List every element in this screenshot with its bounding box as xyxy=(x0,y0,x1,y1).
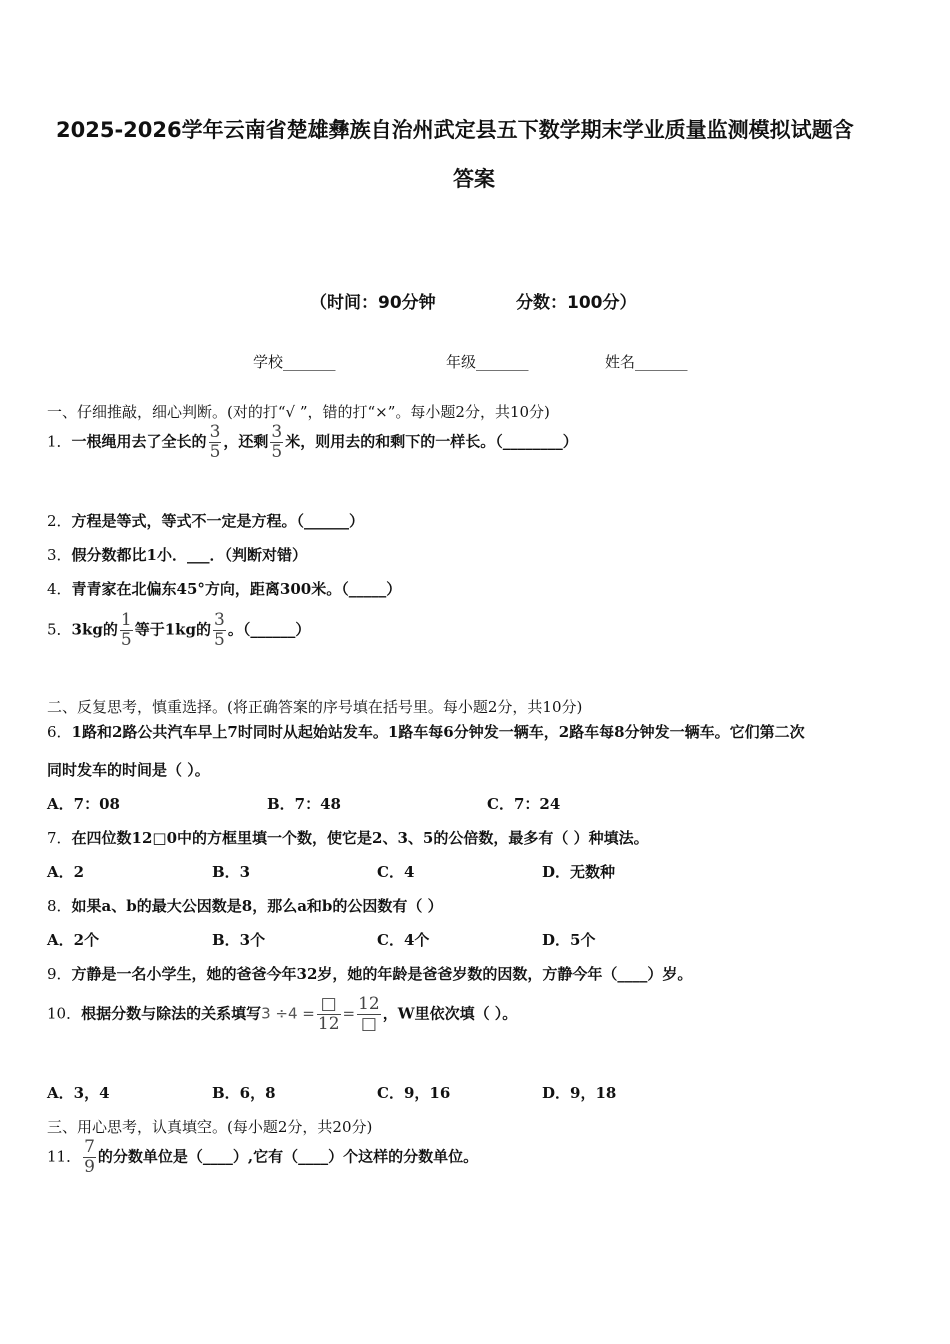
fraction xyxy=(120,612,133,649)
question-8 xyxy=(47,895,443,916)
question-number: 8． xyxy=(47,897,72,915)
fraction-denominator: □ xyxy=(357,1014,381,1033)
question-5 xyxy=(47,612,310,649)
section-2-heading: 二、反复思考，慎重选择。(将正确答案的序号填在括号里。每小题2分，共10分) xyxy=(47,698,583,716)
fraction-numerator: 3 xyxy=(214,610,225,630)
section-3-heading: 三、用心思考，认真填空。(每小题2分，共20分) xyxy=(47,1118,373,1136)
question-text: 米，则用去的和剩下的一样长。（________） xyxy=(285,432,578,451)
question-2 xyxy=(47,510,364,531)
option-c: C．9，16 xyxy=(377,1084,451,1102)
question-number: 7． xyxy=(47,829,72,847)
question-7 xyxy=(47,827,649,848)
option-b: B．7：48 xyxy=(267,795,341,813)
exam-time: （时间：90分钟 xyxy=(310,293,436,313)
question-6 xyxy=(47,721,805,742)
question-number: 6． xyxy=(47,723,72,741)
fraction xyxy=(317,996,341,1033)
fraction-denominator: 5 xyxy=(209,442,221,462)
question-number: 3． xyxy=(47,546,72,564)
equals-sign: = xyxy=(342,1004,356,1023)
option-a: A．2 xyxy=(47,863,85,881)
option-c: C．7：24 xyxy=(487,795,561,813)
question-text: 等于1kg的 xyxy=(134,620,212,639)
option-d: D．9，18 xyxy=(542,1084,617,1102)
option-d: D．无数种 xyxy=(542,863,616,881)
fraction xyxy=(357,996,381,1033)
question-number: 4． xyxy=(47,580,72,598)
question-6-continued: 同时发车的时间是（ ）。 xyxy=(47,761,210,779)
fraction-numerator: 3 xyxy=(209,422,221,442)
fraction xyxy=(270,424,283,461)
fraction xyxy=(209,424,222,461)
fraction xyxy=(83,1139,96,1176)
question-text: 的分数单位是（____）,它有（____）个这样的分数单位。 xyxy=(97,1147,479,1166)
question-text: 如果a、b的最大公因数是8，那么a和b的公因数有（ ） xyxy=(71,897,443,915)
fraction-numerator: 7 xyxy=(84,1137,95,1157)
fraction-numerator: 1 xyxy=(120,610,132,630)
question-10 xyxy=(47,996,517,1033)
school-field: 学校_______ xyxy=(253,353,336,371)
question-text: ，W里依次填（ ）。 xyxy=(382,1004,518,1023)
page-title-line1: 2025-2026学年云南省楚雄彝族自治州武定县五下数学期末学业质量监测模拟试题含 xyxy=(56,118,854,142)
question-number: 5． xyxy=(47,620,72,639)
name-field: 姓名_______ xyxy=(605,353,688,371)
grade-field: 年级_______ xyxy=(446,353,529,371)
question-text: ，还剩 xyxy=(223,432,269,451)
question-text: 假分数都比1小．___．（判断对错） xyxy=(71,546,307,564)
question-9 xyxy=(47,963,692,984)
question-text: 。（______） xyxy=(227,620,311,639)
fraction-denominator: 5 xyxy=(271,442,283,462)
option-d: D．5个 xyxy=(542,931,596,949)
question-text: 在四位数12□0中的方框里填一个数，使它是2、3、5的公倍数，最多有（ ）种填法。 xyxy=(71,829,649,847)
fraction-denominator: 12 xyxy=(317,1014,340,1034)
question-1 xyxy=(47,424,578,461)
question-number: 1． xyxy=(47,432,72,451)
fraction-numerator: 12 xyxy=(358,994,380,1014)
question-number: 10． xyxy=(47,1004,82,1023)
question-text: 1路和2路公共汽车早上7时同时从起始站发车。1路车每6分钟发一辆车，2路车每8分钟发一辆车。它们第二次 xyxy=(71,723,805,741)
option-b: B．3 xyxy=(212,863,251,881)
question-number: 11． xyxy=(47,1147,82,1166)
option-b: B．3个 xyxy=(212,931,266,949)
fraction-numerator: □ xyxy=(320,994,337,1014)
question-11 xyxy=(47,1139,478,1176)
question-4 xyxy=(47,578,401,599)
option-c: C．4个 xyxy=(377,931,430,949)
option-a: A．3，4 xyxy=(47,1084,110,1102)
question-text: 方静是一名小学生，她的爸爸今年32岁，她的年龄是爸爸岁数的因数，方静今年（____）岁。 xyxy=(71,965,693,983)
fraction-denominator: 9 xyxy=(84,1157,95,1177)
exam-score: 分数：100分） xyxy=(516,293,637,313)
question-text: 青青家在北偏东45°方向，距离300米。（_____） xyxy=(71,580,402,598)
division-expression: 3 ÷4 = xyxy=(261,1004,315,1023)
question-number: 2． xyxy=(47,512,72,530)
question-text: 3kg的 xyxy=(71,620,118,639)
section-1-heading: 一、仔细推敲，细心判断。(对的打“√ ”，错的打“×”。每小题2分，共10分) xyxy=(47,403,550,421)
option-c: C．4 xyxy=(377,863,415,881)
question-3 xyxy=(47,544,307,565)
option-b: B．6，8 xyxy=(212,1084,276,1102)
question-number: 9． xyxy=(47,965,72,983)
question-text: 方程是等式，等式不一定是方程。（______） xyxy=(71,512,365,530)
option-a: A．2个 xyxy=(47,931,100,949)
fraction-numerator: 3 xyxy=(271,422,283,442)
fraction-denominator: 5 xyxy=(214,630,225,650)
fraction xyxy=(213,612,226,649)
option-a: A．7：08 xyxy=(47,795,120,813)
page-title-line2: 答案 xyxy=(453,167,495,191)
question-text: 一根绳用去了全长的 xyxy=(71,432,207,451)
question-text: 根据分数与除法的关系填写 xyxy=(81,1004,262,1023)
fraction-denominator: 5 xyxy=(120,630,132,650)
